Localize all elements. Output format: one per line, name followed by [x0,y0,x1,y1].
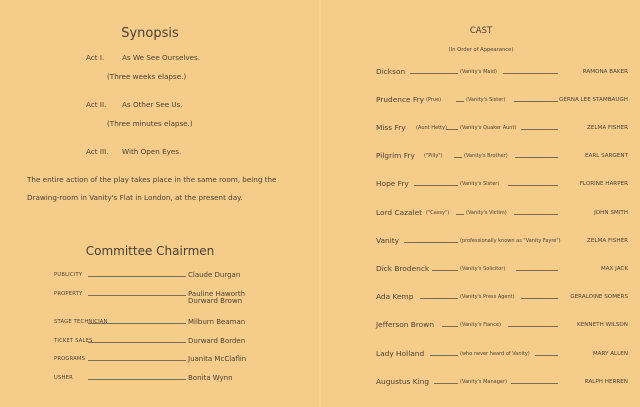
actor-name: ZELMA FISHER [587,238,628,244]
character-description: (Vanity's Manager) [460,379,507,385]
character-nickname: ("Cassy") [426,210,450,216]
leader-line [521,298,558,299]
act-number: Act III. [86,147,109,156]
committee-name: Bonita Wynn [188,374,233,382]
leader-line [88,379,186,380]
act-elapse: (Three weeks elapse.) [107,72,187,81]
leader-line [88,295,186,296]
committee-role: PROGRAMS [54,356,86,362]
character-nickname: (Aunt Hetty) [416,125,447,131]
leader-line [456,214,464,215]
committee-name: Juanita McClaflin [188,355,247,363]
character-name: Pilgrim Fry [376,151,415,160]
character-name: Hope Fry [376,179,409,188]
actor-name: GERNA LEE STAMBAUGH [559,97,628,103]
committee-role: PUBLICITY [54,272,83,278]
leader-line [516,270,558,271]
synopsis-title: Synopsis [121,26,179,41]
act-number: Act I. [86,53,105,62]
character-name: Dickson [376,67,406,76]
actor-name: MAX JACK [600,266,628,272]
actor-name: EARL SARGENT [585,153,628,159]
actor-name: MARY ALLEN [592,351,628,357]
leader-line [434,383,458,384]
committee-row [54,267,266,279]
leader-line [456,101,464,102]
leader-line [454,157,462,158]
committee-name: Durward Borden [188,337,246,345]
left-page [0,0,318,407]
cast-row [376,92,628,104]
cast-row [376,120,628,132]
cast-row [376,205,628,217]
committee-row [54,314,266,326]
actor-name: GERALDINE SOMERS [570,294,628,300]
committee-name: Claude Durgan [188,271,241,279]
act-number: Act II. [86,100,107,109]
leader-line [420,298,458,299]
leader-line [446,129,458,130]
committee-row [54,351,266,363]
character-name: Lady Holland [376,349,425,358]
character-description: (professionally known as "Vanity Fayre") [460,238,561,244]
character-name: Dick Brodenck [376,264,430,273]
character-name: Lord Cazalet [376,208,423,217]
leader-line [515,157,558,158]
leader-line [414,185,458,186]
cast-subtitle: (In Order of Appearance) [448,47,514,53]
actor-name: FLORINE HARPER [579,181,628,187]
leader-line [442,326,458,327]
cast-row [376,176,628,188]
actor-name: ZELMA FISHER [587,125,628,131]
character-name: Miss Fry [376,123,406,132]
right-page [322,0,640,407]
actor-name: KENNETH WILSON [577,322,628,328]
character-description: (Vanity's Quaker Aunt) [460,125,517,131]
act-title: As Other See Us. [122,100,183,109]
character-name: Jefferson Brown [376,320,435,329]
character-description: (who never heard of Vanity) [460,351,530,357]
committee-name-secondary: Durward Brown [188,297,243,305]
committee-title: Committee Chairmen [85,244,215,258]
cast-row [376,346,628,358]
character-description: (Vanity's Brother) [464,153,508,159]
committee-role: USHER [54,375,73,381]
character-description: (Vanity's Sister) [460,181,500,187]
committee-name: Pauline Haworth [188,290,246,298]
committee-row [54,286,266,305]
leader-line [88,323,186,324]
committee-row [54,370,266,382]
leader-line [514,101,558,102]
committee-row [54,333,266,345]
character-nickname: ("Pilly") [424,153,443,159]
cast-title: CAST [469,26,493,36]
setting-paragraph: The entire action of the play takes place in the same room, being the Drawing-room in Vanity's Flat in London, at the present day. [27,175,277,202]
character-name: Vanity [376,236,400,245]
character-description: (Vanity's Fiance) [460,322,502,328]
leader-line [88,276,186,277]
character-description: (Vanity's Press Agent) [460,294,515,300]
leader-line [511,383,558,384]
cast-row [376,261,628,273]
actor-name: RAMONA BAKER [582,69,628,75]
leader-line [514,214,558,215]
cast-row [376,317,628,329]
character-description: (Vanity's Solicitor) [460,266,506,272]
leader-line [432,270,458,271]
leader-line [508,185,558,186]
character-description: (Vanity's Sister) [466,97,506,103]
character-nickname: (Prue) [426,97,442,103]
character-name: Ada Kemp [376,292,414,301]
leader-line [404,242,458,243]
cast-row [376,289,628,301]
cast-row [376,148,628,160]
character-description: (Vanity's Maid) [460,69,497,75]
committee-role: STAGE TECHNICIAN [54,319,108,325]
committee-role: TICKET SALES [54,338,93,344]
cast-row [376,374,628,386]
act-elapse: (Three minutes elapse.) [107,119,193,128]
character-description: (Vanity's Victim) [466,210,507,216]
committee-name: Milburn Beaman [188,318,246,326]
character-name: Augustus King [376,377,430,386]
cast-row [376,64,628,76]
leader-line [521,129,558,130]
leader-line [88,342,186,343]
leader-line [430,355,458,356]
act-title: With Open Eyes. [122,147,182,156]
cast-row [376,233,628,245]
leader-line [508,326,558,327]
actor-name: JOHN SMITH [594,210,628,216]
leader-line [410,73,458,74]
leader-line [503,73,559,74]
leader-line [535,355,558,356]
act-title: As We See Ourselves. [122,53,201,62]
leader-line [88,360,186,361]
actor-name: RALPH HERREN [584,379,628,385]
character-name: Prudence Fry [376,95,425,104]
committee-role: PROPERTY [54,291,83,297]
